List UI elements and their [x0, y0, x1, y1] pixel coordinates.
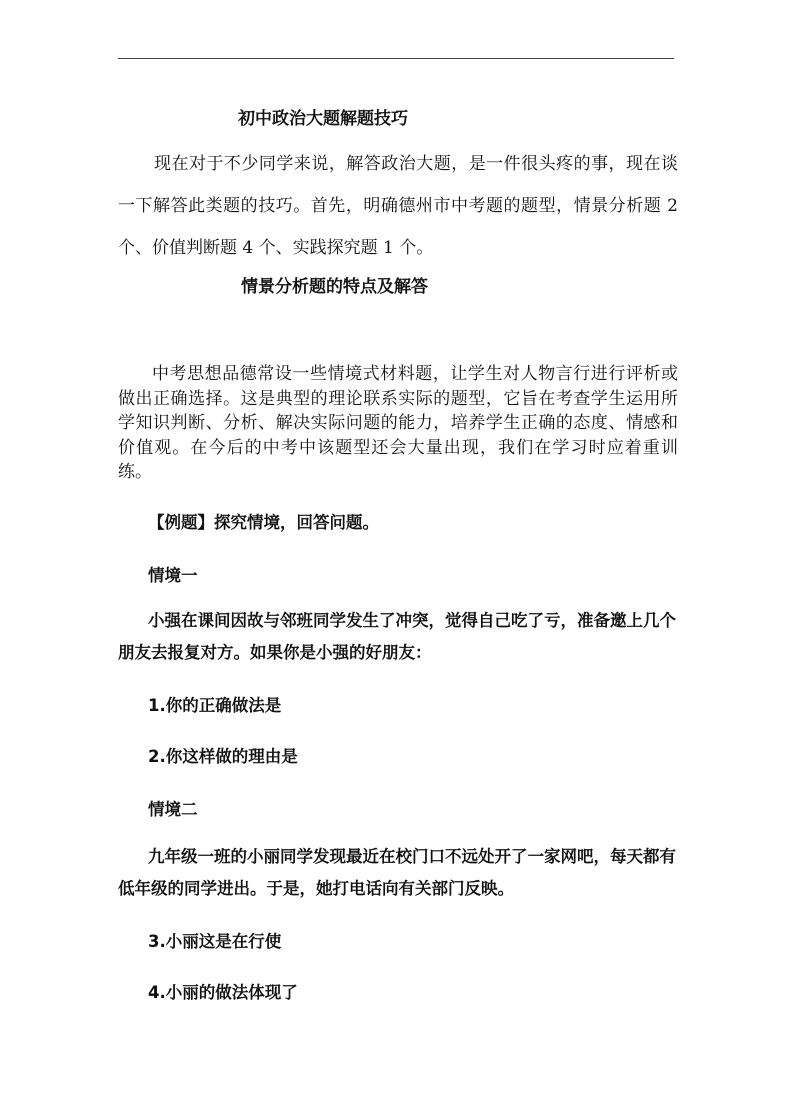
body-paragraph: 中考思想品德常设一些情境式材料题，让学生对人物言行进行评析或做出正确选择。这是典型的理论联系实际的题型，它旨在考查学生运用所学知识判断、分析、解决实际问题的能力，培养学生正确的态度、情感和价值观。在今后的中考中该题型还会大量出现，我们在学习时应着重训练。 [118, 364, 678, 482]
question-4 [118, 979, 298, 1003]
question-2-text: 2.你这样做的理由是 [148, 747, 298, 766]
intro-paragraph: 现在对于不少同学来说，解答政治大题，是一件很头疼的事，现在谈一下解答此类题的技巧。首先，明确德州市中考题的题型，情景分析题 2 个、价值判断题 4 个、实践探究题 1 个。 [118, 154, 678, 258]
question-1 [118, 692, 281, 716]
scenario1-heading-text: 情境一 [148, 566, 198, 585]
header-rule [118, 58, 674, 59]
question-1-text: 1.你的正确做法是 [148, 696, 282, 715]
scenario2-heading [118, 796, 198, 820]
question-3-text: 3.小丽这是在行使 [148, 932, 282, 951]
question-4-text: 4.小丽的做法体现了 [148, 983, 298, 1002]
scenario1-text: 小强在课间因故与邻班同学发生了冲突，觉得自己吃了亏，准备邀上几个朋友去报复对方。如果你是小强的好朋友： [118, 611, 676, 662]
scenario2-heading-text: 情境二 [148, 800, 198, 819]
section-title: 情景分析题的特点及解答 [241, 277, 428, 297]
scenario1-heading [118, 562, 198, 586]
example-heading-text: 【例题】探究情境，回答问题。 [148, 513, 379, 532]
question-3 [118, 928, 281, 952]
question-2 [118, 743, 298, 767]
main-title: 初中政治大题解题技巧 [238, 109, 408, 129]
scenario2-text: 九年级一班的小丽同学发现最近在校门口不远处开了一家网吧，每天都有低年级的同学进出。于是，她打电话向有关部门反映。 [118, 847, 676, 898]
example-heading [118, 509, 379, 533]
